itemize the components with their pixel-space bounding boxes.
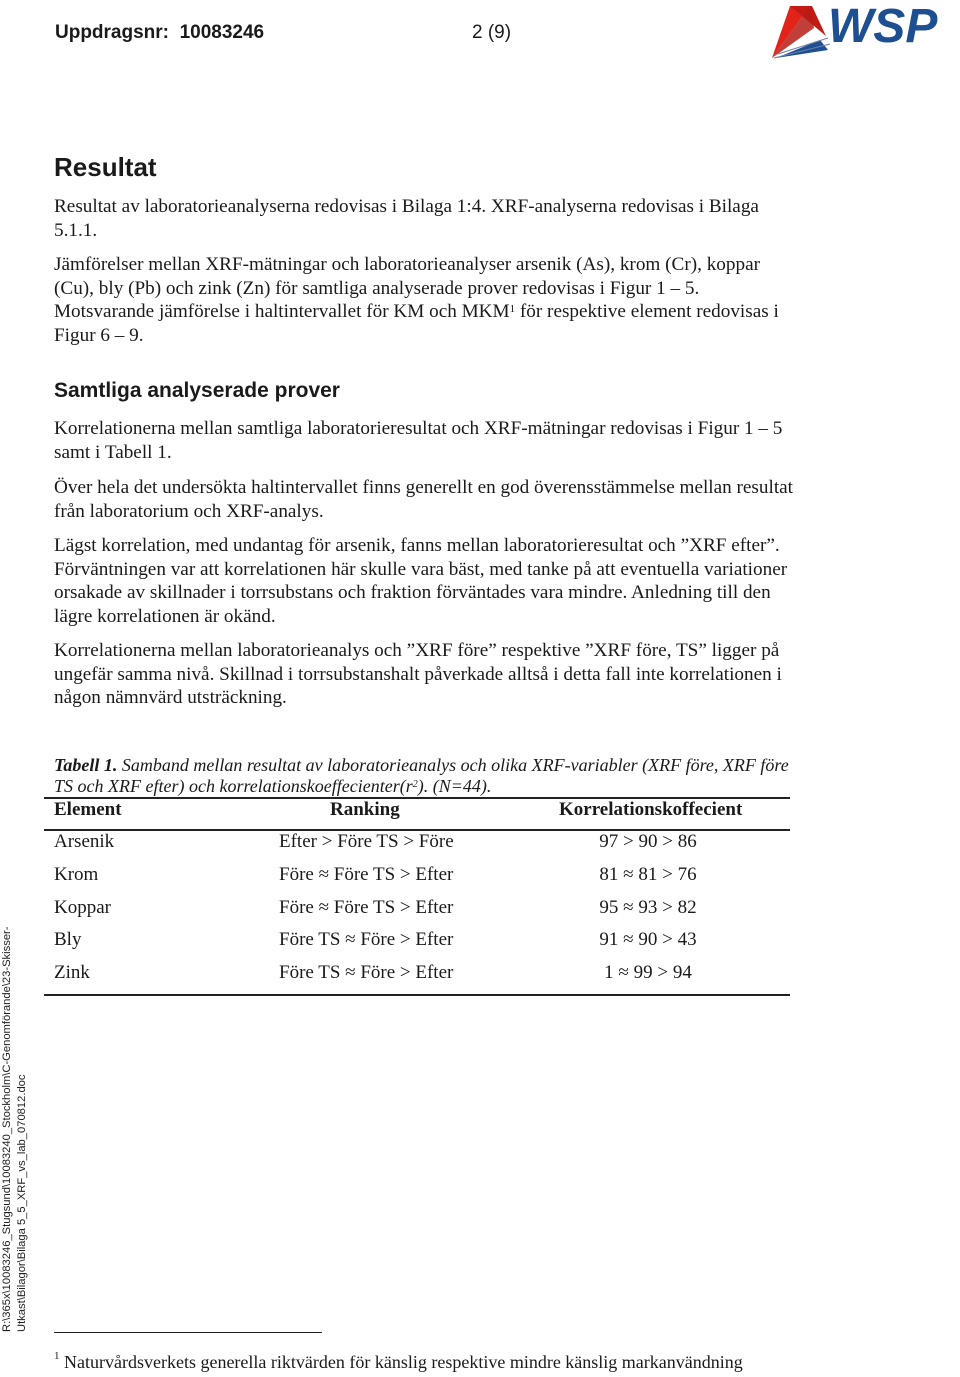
- paragraph: [54, 253, 794, 347]
- table-cell-ranking: Före ≈ Före TS > Efter: [279, 864, 454, 885]
- table-cell-correlation: 95 ≈ 93 > 82: [599, 897, 697, 918]
- file-path-line: R:\365x\10083246_Stugsund\10083240_Stockholm\C-Genomförande\23-Skisser-: [1, 926, 13, 1332]
- table-cell-element: Bly: [54, 929, 82, 950]
- footnote-marker: 1: [54, 1350, 60, 1362]
- table-cell-correlation: 91 ≈ 90 > 43: [599, 929, 697, 950]
- paragraph: Över hela det undersökta haltintervallet finns generellt en god överensstämmelse mellan resultat från laboratorium och XRF-analys.: [54, 477, 793, 522]
- table-cell-correlation: 1 ≈ 99 > 94: [604, 962, 692, 983]
- page-indicator: 2 (9): [472, 22, 512, 43]
- table-cell-ranking: Före TS ≈ Före > Efter: [279, 929, 454, 950]
- paragraph: Lägst korrelation, med undantag för arsenik, fanns mellan laboratorieresultat och ”XRF efter”. Förväntningen var att korrelationen här skulle vara bäst, med tanke på att eventuella variationer orsakade av skillnader i torrsubstans och fraktion förväntades vara mindre. Anledning till den lägre korrelationen är okänd.: [54, 535, 788, 627]
- table-header-correlation: Korrelationskoffecient: [559, 799, 743, 820]
- footnote: [54, 1352, 743, 1373]
- footnote-text: Naturvårdsverkets generella riktvärden för känslig respektive mindre känslig markanvändning: [59, 1352, 743, 1372]
- table-cell-ranking: Före TS ≈ Före > Efter: [279, 962, 454, 983]
- file-path-line: Utkast\Bilagor\Bilaga 5_5_XRF_vs_lab_070812.doc: [16, 1074, 28, 1332]
- table-cell-ranking: Efter > Före TS > Före: [279, 831, 454, 852]
- paragraph: Korrelationerna mellan samtliga laboratorieresultat och XRF-mätningar redovisas i Figur 1 – 5 samt i Tabell 1.: [54, 418, 783, 463]
- paragraph-text: för respektive element redovisas i Figur 6 – 9.: [54, 301, 779, 346]
- project-number-value: 10083246: [179, 22, 265, 43]
- table-cell-ranking: Före ≈ Före TS > Efter: [279, 897, 454, 918]
- table-caption-text-end: ). (N=44).: [417, 776, 492, 796]
- paragraph-text: Jämförelser mellan XRF-mätningar och laboratorieanalyser arsenik (As), krom (Cr), koppar (Cu), bly (Pb) och zink (Zn) för samtliga analyserade prover redovisas i Figur 1 – 5. Motsvarande jämförelse i haltintervallet för KM och MKM: [54, 254, 760, 323]
- table-caption-label: Tabell 1.: [54, 755, 118, 775]
- table-caption-sup: 2: [412, 779, 418, 790]
- file-path: [0, 922, 34, 1332]
- table-cell-correlation: 97 > 90 > 86: [599, 831, 697, 852]
- paragraph: Korrelationerna mellan laboratorieanalys och ”XRF före” respektive ”XRF före, TS” ligger på ungefär samma nivå. Skillnad i torrsubstanshalt påverkade alltså i detta fall inte korrelationen i någon nämnvärd utsträckning.: [54, 640, 782, 709]
- table-header-ranking: Ranking: [330, 799, 400, 820]
- table-cell-element: Arsenik: [54, 831, 115, 852]
- project-number-label-text: Uppdragsnr:: [55, 22, 169, 43]
- wsp-logo: [770, 0, 960, 62]
- table-header-element: Element: [54, 799, 122, 820]
- footnote-separator: [54, 1332, 322, 1333]
- table-cell-correlation: 81 ≈ 81 > 76: [599, 864, 697, 885]
- table-caption: [54, 755, 794, 797]
- subsection-title: Samtliga analyserade prover: [54, 379, 340, 402]
- table-rule-bottom: [44, 994, 790, 996]
- table-cell-element: Krom: [54, 864, 99, 885]
- paragraph: Resultat av laboratorieanalyserna redovisas i Bilaga 1:4. XRF-analyserna redovisas i Bilaga 5.1.1.: [54, 196, 759, 241]
- footnote-ref: 1: [509, 303, 516, 316]
- project-number-label: [55, 22, 264, 44]
- logo-wordmark: WSP: [828, 0, 938, 53]
- table-cell-element: Koppar: [54, 897, 111, 918]
- table-cell-element: Zink: [54, 962, 90, 983]
- table-caption-text: Samband mellan resultat av laboratorieanalys och olika XRF-variabler (XRF före, XRF före TS och XRF efter) och korrelationskoeffecienter(r: [54, 755, 789, 796]
- section-title: Resultat: [54, 152, 157, 182]
